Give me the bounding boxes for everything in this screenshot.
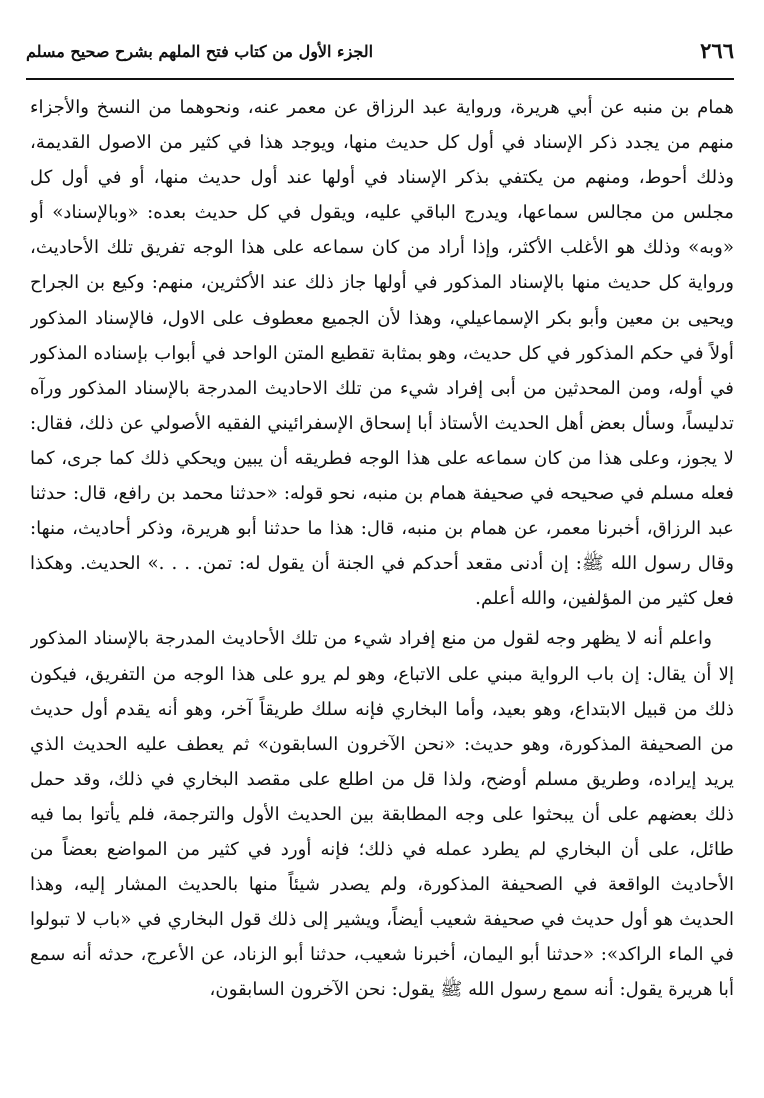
page-number: ٢٦٦	[700, 38, 734, 63]
body-text	[30, 90, 734, 1070]
header-rule	[26, 78, 734, 80]
paragraph: واعلم أنه لا يظهر وجه لقول من منع إفراد شيء من تلك الأحاديث المدرجة بالإسناد المذكور إلا أن يقال: إن باب الرواية مبني على الاتباع، وهو لم يرو على هذا الوجه من التفريق، فيكون ذلك من قبيل الابتداع، وهو بعيد، وأما البخاري فإنه سلك طريقاً آخر، وهو أنه يقدم أول حديث من الصحيفة المذكورة، وهو حديث: «نحن الآخرون السابقون» ثم يعطف عليه الحديث الذي يريد إيراده، وطريق مسلم أوضح، ولذا قل من اطلع على مقصد البخاري في ذلك، وقد حمل ذلك بعضهم على أن يبحثوا على وجه المطابقة بين الحديث الأول والترجمة، فلم يأتوا بما فيه طائل، على أن البخاري لم يطرد عمله في ذلك؛ فإنه أورد في كثير من المواضع بعضاً من الأحاديث الواقعة في الصحيفة المذكورة، ولم يصدر شيئاً منها بالحديث المشار إليه، وهذا الحديث هو أول حديث في صحيفة شعيب أيضاً، ويشير إلى ذلك قول البخاري في «باب لا تبولوا في الماء الراكد»: «حدثنا أبو اليمان، أخبرنا شعيب، حدثنا أبو الزناد، عن الأعرج، حدثه أنه سمع أبا هريرة يقول: أنه سمع رسول الله ﷺ يقول: نحن الآخرون السابقون،	[30, 628, 734, 1001]
paragraph: همام بن منبه عن أبي هريرة، ورواية عبد الرزاق عن معمر عنه، ونحوهما من النسخ والأجزاء منهم من يجدد ذكر الإسناد في أول كل حديث منها، ويوجد هذا في كثير من الاصول القديمة، وذلك أحوط، ومنهم من يكتفي بذكر الإسناد في أولها عند أول حديث منها، أو في أول كل مجلس من مجالس سماعها، ويدرج الباقي عليه، ويقول في كل حديث بعده: «وبالإسناد» أو «وبه» وذلك هو الأغلب الأكثر، وإذا أراد من كان سماعه على هذا الوجه تفريق تلك الأحاديث، ورواية كل حديث منها بالإسناد المذكور في أولها جاز ذلك عند الأكثرين، منهم: وكيع بن الجراح ويحيى بن معين وأبو بكر الإسماعيلي، وهذا لأن الجميع معطوف على الاول، فالإسناد المذكور أولاً في حكم المذكور في كل حديث، وهو بمثابة تقطيع المتن الواحد في أبواب بإسناده المذكور في أوله، ومن المحدثين من أبى إفراد شيء من تلك الاحاديث المدرجة بالإسناد المذكور ورآه تدليساً، وسأل بعض أهل الحديث الأستاذ أبا إسحاق الإسفرائيني الفقيه الأصولي عن ذلك، فقال: لا يجوز، وعلى هذا من كان سماعه على هذا الوجه فطريقه أن يبين ويحكي ذلك كما جرى، كما فعله مسلم في صحيحه في صحيفة همام بن منبه، نحو قوله: «حدثنا محمد بن رافع، قال: حدثنا عبد الرزاق، أخبرنا معمر، عن همام بن منبه، قال: هذا ما حدثنا أبو هريرة، وذكر أحاديث، منها: وقال رسول الله ﷺ: إن أدنى مقعد أحدكم في الجنة أن يقول له: تمن. . . .» الحديث. وهكذا فعل كثير من المؤلفين، والله أعلم.	[30, 97, 734, 610]
running-title: الجزء الأول من كتاب فتح الملهم بشرح صحيح مسلم	[26, 42, 374, 61]
page-header	[26, 36, 734, 72]
